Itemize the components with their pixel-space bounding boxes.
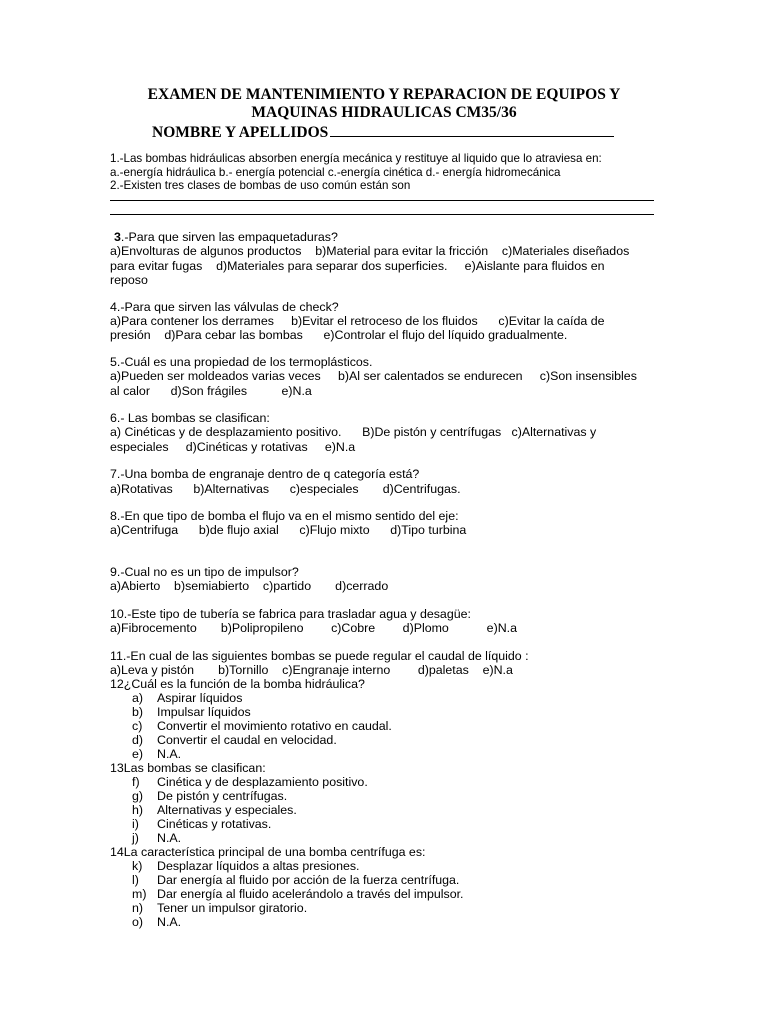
q13-option-i-letter: i)	[132, 817, 139, 831]
q14-option-k-letter: k)	[132, 859, 143, 873]
q13-option-g-letter: g)	[132, 789, 144, 803]
q8-options: a)Centrifuga b)de flujo axial c)Flujo mixto d)Tipo turbina	[110, 523, 467, 537]
q14-option-o-letter: o)	[132, 915, 144, 929]
q2-question: 2.-Existen tres clases de bombas de uso común están son	[110, 179, 411, 192]
q13-question: 13Las bombas se clasifican:	[110, 761, 266, 775]
name-label: NOMBRE Y APELLIDOS	[152, 124, 329, 141]
q13-option-g-text: De pistón y centrífugas.	[157, 789, 288, 803]
q12-option-b-text: Impulsar líquidos	[157, 705, 251, 719]
q3-question-text: .-Para que sirven las empaquetaduras?	[120, 230, 338, 244]
q3-options-line3: reposo	[110, 273, 148, 287]
q10-question: 10.-Este tipo de tubería se fabrica para trasladar agua y desagüe:	[110, 607, 471, 621]
q13-option-h-text: Alternativas y especiales.	[157, 803, 297, 817]
q4-options-line2: presión d)Para cebar las bombas e)Controlar el flujo del líquido gradualmente.	[110, 328, 568, 342]
q2-answer-line-1	[110, 200, 654, 201]
q13-option-f-letter: f)	[132, 775, 140, 789]
q13-option-j-letter: j)	[132, 831, 139, 845]
q13-option-f-text: Cinética y de desplazamiento positivo.	[157, 775, 368, 789]
q14-option-o-text: N.A.	[157, 915, 182, 929]
q3-number: 3	[114, 230, 121, 244]
name-field	[108, 122, 660, 142]
q8-question: 8.-En que tipo de bomba el flujo va en el mismo sentido del eje:	[110, 509, 459, 523]
q5-options-line2: al calor d)Son frágiles e)N.a	[110, 384, 312, 398]
q5-options-line1: a)Pueden ser moldeados varias veces b)Al ser calentados se endurecen c)Son insensibles	[110, 369, 637, 383]
q6-options-line1: a) Cinéticas y de desplazamiento positivo. B)De pistón y centrífugas c)Alternativas y	[110, 425, 597, 439]
q6-question: 6.- Las bombas se clasifican:	[110, 411, 270, 425]
q14-option-m-letter: m)	[132, 887, 147, 901]
q14-question: 14La característica principal de una bomba centrífuga es:	[110, 845, 426, 859]
exam-title-line1: EXAMEN DE MANTENIMIENTO Y REPARACION DE EQUIPOS Y	[147, 86, 621, 103]
q14-option-l-letter: l)	[132, 873, 139, 887]
q1-question: 1.-Las bombas hidráulicas absorben energía mecánica y restituye al liquido que lo atraviesa en:	[110, 152, 602, 165]
q12-option-a-letter: a)	[132, 691, 144, 705]
q7-options: a)Rotativas b)Alternativas c)especiales d)Centrifugas.	[110, 482, 461, 496]
q14-option-n-text: Tener un impulsor giratorio.	[157, 901, 308, 915]
q14-option-k-text: Desplazar líquidos a altas presiones.	[157, 859, 360, 873]
q1-options: a.-energía hidráulica b.- energía potencial c.-energía cinética d.- energía hidromecánica	[110, 166, 561, 179]
q12-question: 12¿Cuál es la función de la bomba hidráulica?	[110, 677, 365, 691]
q5-question: 5.-Cuál es una propiedad de los termoplásticos.	[110, 355, 373, 369]
q2-answer-line-2	[110, 214, 654, 215]
q13-option-i-text: Cinéticas y rotativas.	[157, 817, 272, 831]
q12-option-c-letter: c)	[132, 719, 143, 733]
q6-options-line2: especiales d)Cinéticas y rotativas e)N.a	[110, 440, 356, 454]
q12-option-d-text: Convertir el caudal en velocidad.	[157, 733, 337, 747]
exam-header	[108, 86, 660, 142]
q12-option-c-text: Convertir el movimiento rotativo en caudal.	[157, 719, 392, 733]
q14-option-l-text: Dar energía al fluido por acción de la fuerza centrífuga.	[157, 873, 460, 887]
q12-option-e-text: N.A.	[157, 747, 182, 761]
q4-question: 4.-Para que sirven las válvulas de check?	[110, 300, 339, 314]
q10-options: a)Fibrocemento b)Polipropileno c)Cobre d)Plomo e)N.a	[110, 621, 517, 635]
q3-question	[110, 230, 338, 244]
q3-options-line2: para evitar fugas d)Materiales para separar dos superficies. e)Aislante para fluidos en	[110, 259, 605, 273]
q7-question: 7.-Una bomba de engranaje dentro de q categoría está?	[110, 467, 420, 481]
q11-question: 11.-En cual de las siguientes bombas se puede regular el caudal de líquido :	[110, 649, 529, 663]
q14-option-n-letter: n)	[132, 901, 144, 915]
q12-option-b-letter: b)	[132, 705, 144, 719]
q12-option-a-text: Aspirar líquidos	[157, 691, 243, 705]
q3-options-line1: a)Envolturas de algunos productos b)Material para evitar la fricción c)Materiales diseñados	[110, 244, 630, 258]
q13-option-h-letter: h)	[132, 803, 144, 817]
q12-option-d-letter: d)	[132, 733, 144, 747]
q9-question: 9.-Cual no es un tipo de impulsor?	[110, 565, 299, 579]
q14-option-m-text: Dar energía al fluido acelerándolo a través del impulsor.	[157, 887, 464, 901]
q13-option-j-text: N.A.	[157, 831, 182, 845]
q4-options-line1: a)Para contener los derrames b)Evitar el retroceso de los fluidos c)Evitar la caída de	[110, 314, 605, 328]
exam-title-line2: MAQUINAS HIDRAULICAS CM35/36	[251, 104, 517, 121]
q11-options: a)Leva y pistón b)Tornillo c)Engranaje interno d)paletas e)N.a	[110, 663, 513, 677]
q9-options: a)Abierto b)semiabierto c)partido d)cerrado	[110, 579, 389, 593]
q12-option-e-letter: e)	[132, 747, 144, 761]
name-blank-line	[330, 122, 614, 137]
